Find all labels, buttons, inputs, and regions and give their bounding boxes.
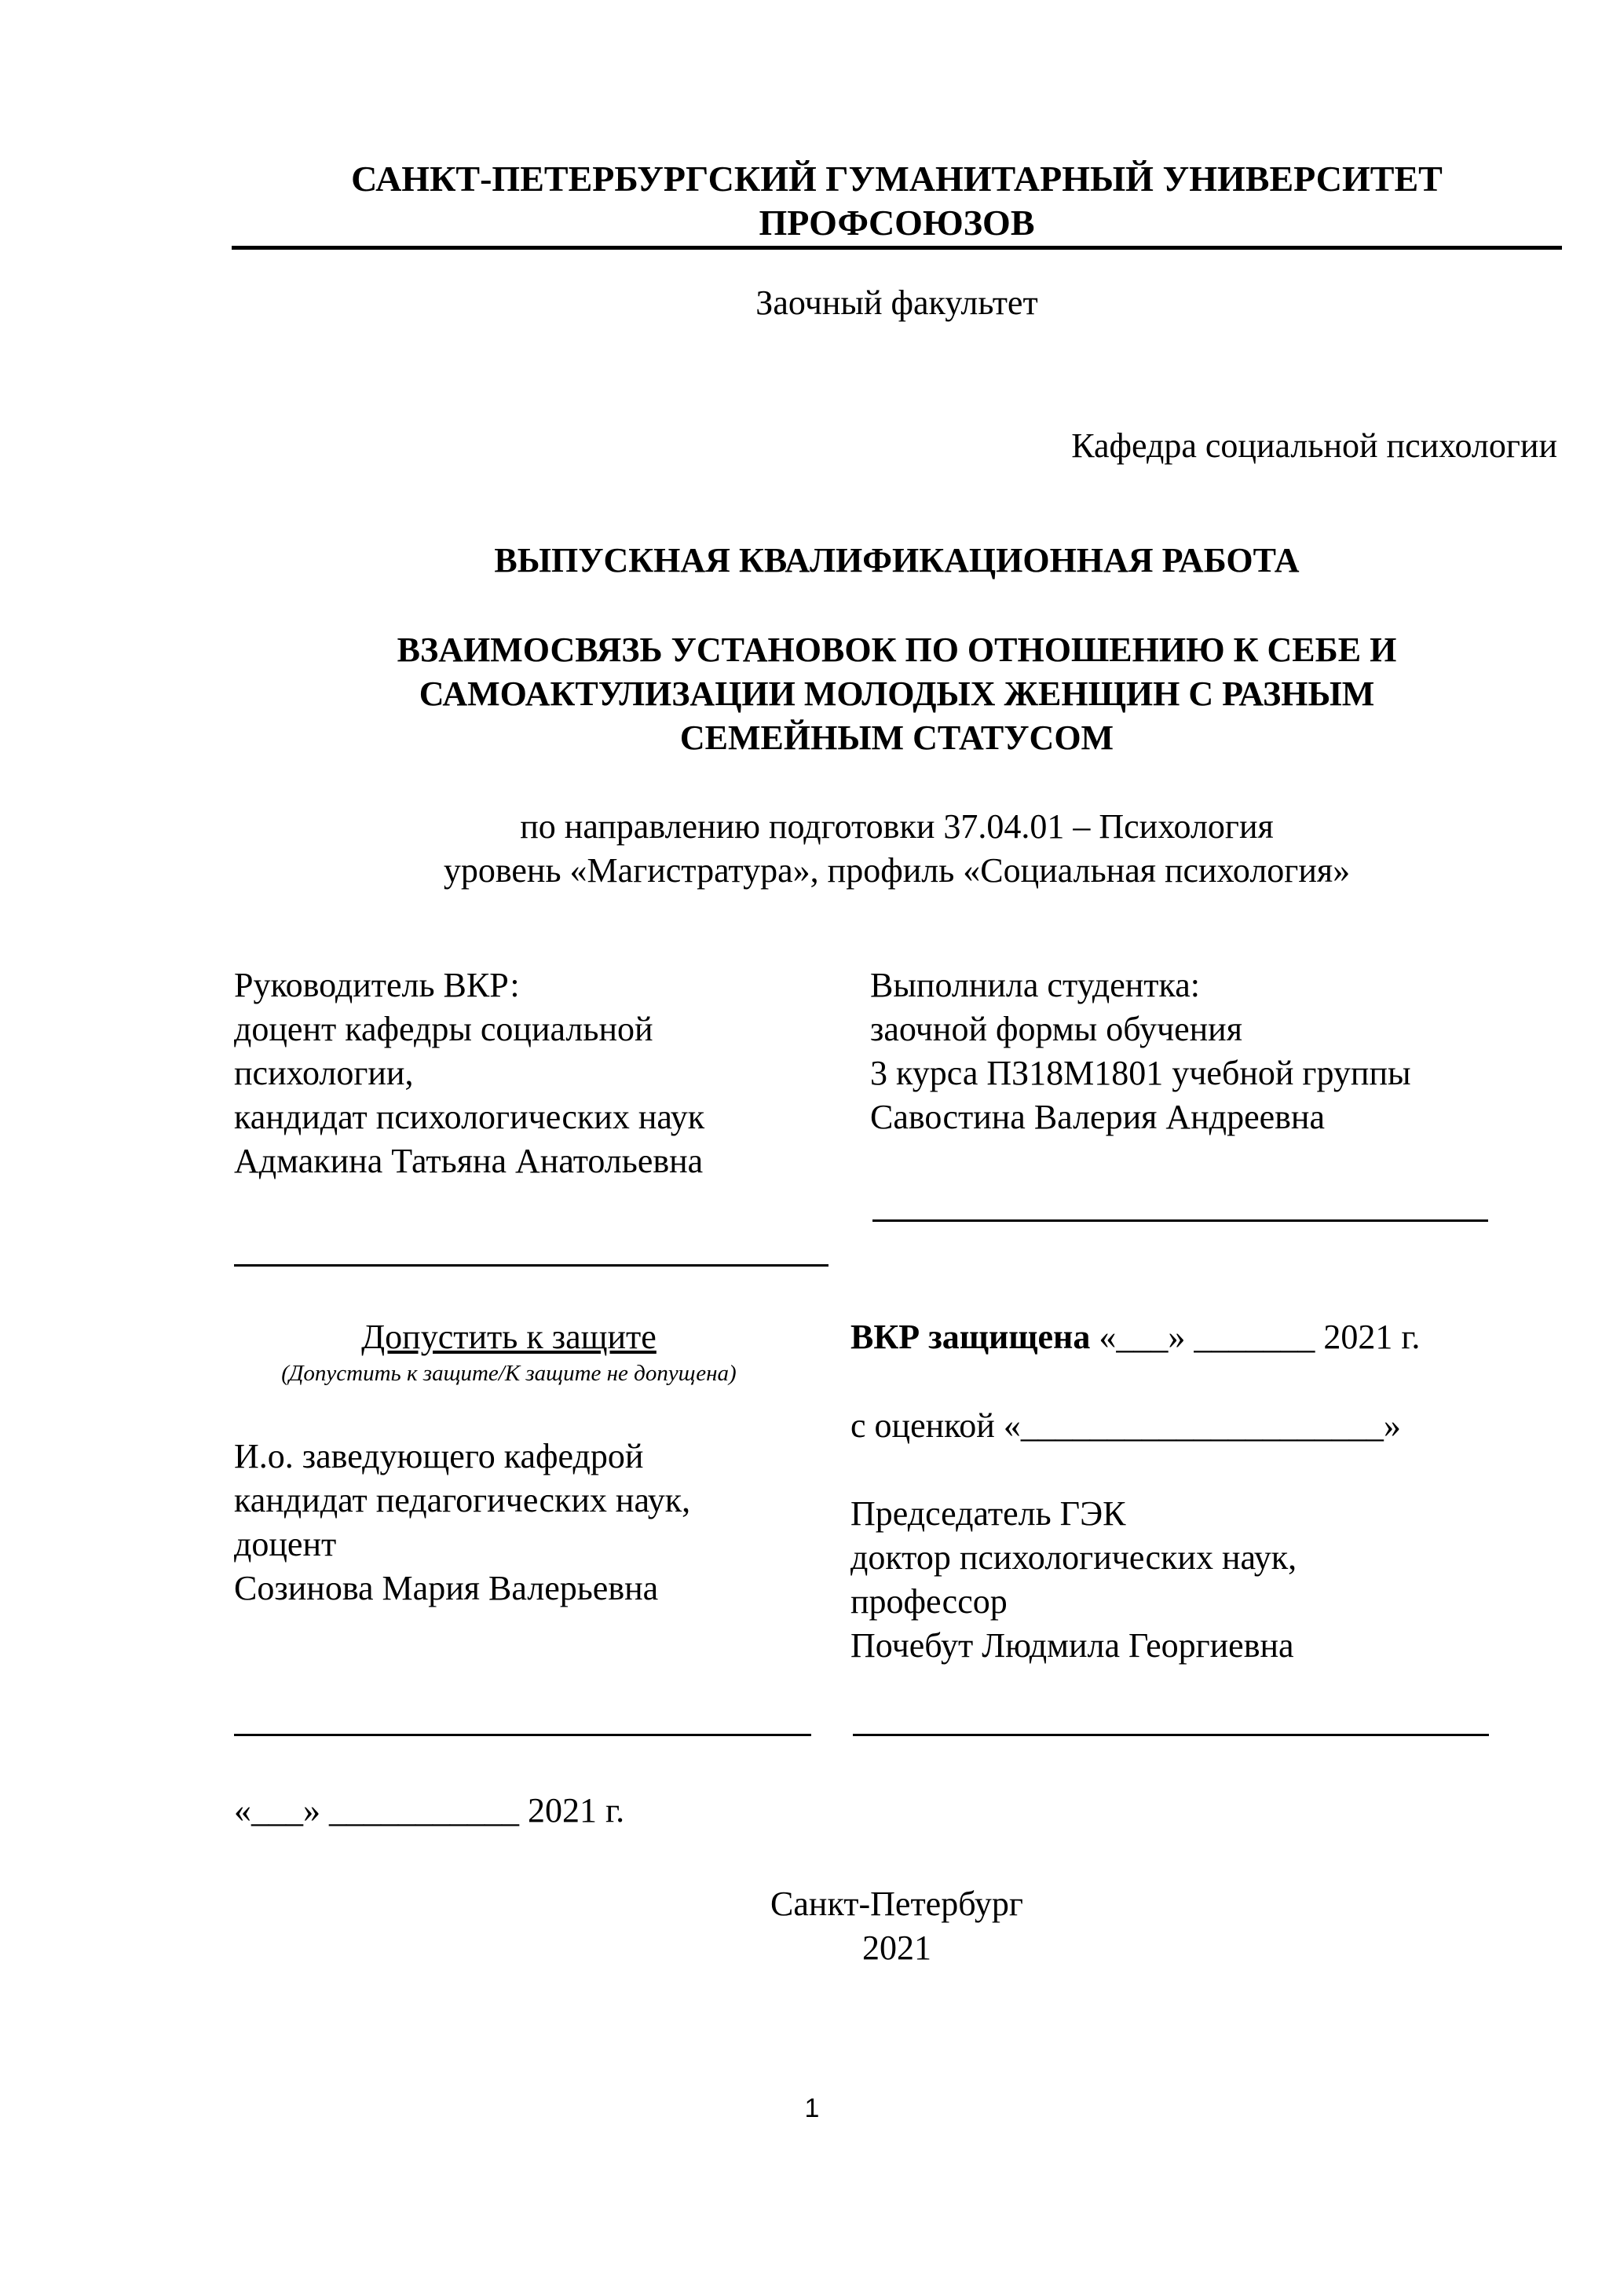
topic-line: САМОАКТУЛИЗАЦИИ МОЛОДЫХ ЖЕНЩИН С РАЗНЫМ [419,675,1375,713]
signature-date: «___» ___________ 2021 г. [234,1791,625,1830]
supervisor-line: доцент кафедры социальной [234,1010,653,1048]
topic-line: СЕМЕЙНЫМ СТАТУСОМ [679,718,1114,757]
university-name-line: ПРОФСОЮЗОВ [759,203,1035,243]
student-line: Выполнила студентка: [870,966,1200,1004]
direction-line: уровень «Магистратура», профиль «Социальная психология» [443,851,1351,890]
student-line: 3 курса ПЗ18М1801 учебной группы [870,1054,1411,1092]
supervisor-block [234,963,704,1183]
defense-label: ВКР защищена [850,1318,1091,1356]
department-name: Кафедра социальной психологии [1071,426,1557,465]
university-name-line: САНКТ-ПЕТЕРБУРГСКИЙ ГУМАНИТАРНЫЙ УНИВЕРСИТЕТ [351,159,1443,199]
faculty-name: Заочный факультет [755,283,1038,322]
chair-line: Председатель ГЭК [850,1494,1126,1533]
head-of-department-block [234,1435,690,1610]
admission-block [234,1315,784,1387]
city-year [232,1882,1562,1970]
admission-hint: (Допустить к защите/К защите не допущена) [281,1361,737,1386]
head-line: И.о. заведующего кафедрой [234,1437,644,1475]
university-name [232,157,1562,245]
supervisor-line: кандидат психологических наук [234,1098,705,1136]
defense-date-text: «___» _______ 2021 г. [1090,1318,1421,1356]
chair-line: доктор психологических наук, [850,1538,1297,1577]
year: 2021 [862,1929,931,1967]
student-signature-line [872,1219,1488,1222]
defense-date [850,1315,1420,1359]
chair-line: профессор [850,1582,1008,1621]
supervisor-name: Адмакина Татьяна Анатольевна [234,1142,704,1180]
work-topic [232,628,1562,760]
student-block [870,963,1411,1139]
supervisor-line: психологии, [234,1054,414,1092]
student-line: заочной формы обучения [870,1010,1242,1048]
header-rule [232,246,1562,250]
gek-chair-block [850,1492,1297,1668]
city: Санкт-Петербург [770,1885,1023,1923]
chair-name: Почебут Людмила Георгиевна [850,1626,1294,1665]
defense-grade: с оценкой «_____________________» [850,1406,1401,1445]
topic-line: ВЗАИМОСВЯЗЬ УСТАНОВОК ПО ОТНОШЕНИЮ К СЕБЕ И [397,631,1397,669]
work-type: ВЫПУСКНАЯ КВАЛИФИКАЦИОННАЯ РАБОТА [494,541,1300,579]
admission-label: Допустить к защите [361,1318,657,1356]
supervisor-signature-line [234,1264,828,1267]
head-name: Созинова Мария Валерьевна [234,1569,659,1607]
page-number: 1 [804,2093,820,2123]
head-signature-line [234,1734,811,1736]
chair-signature-line [853,1734,1489,1736]
head-line: доцент [234,1525,337,1563]
head-line: кандидат педагогических наук, [234,1481,691,1519]
direction-line: по направлению подготовки 37.04.01 – Психология [520,807,1274,846]
student-name: Савостина Валерия Андреевна [870,1098,1325,1136]
supervisor-line: Руководитель ВКР: [234,966,520,1004]
study-direction [232,805,1562,893]
